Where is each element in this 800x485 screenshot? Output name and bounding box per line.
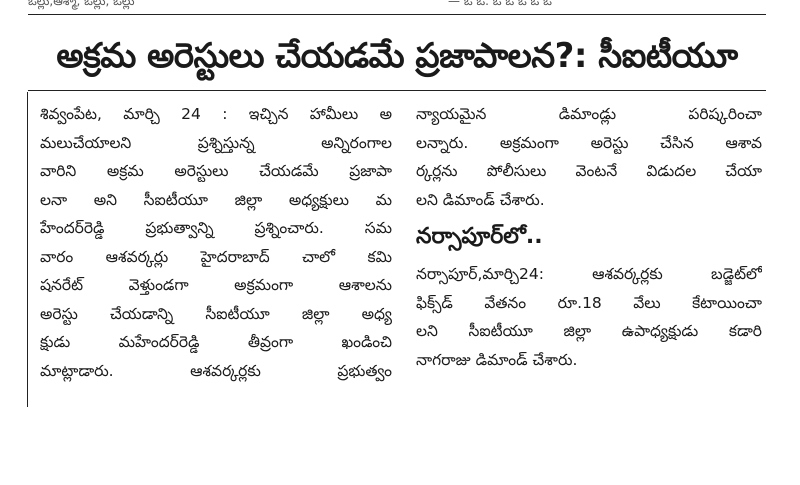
body-line: క్షుడు మహేందర్‌రెడ్డి తీవ్రంగా ఖండించి: [40, 333, 392, 351]
body-line: న్యాయమైన డిమాండ్లు పరిష్కరించా: [416, 105, 762, 123]
body-line: లని సీఐటీయూ జిల్లా ఉపాధ్యక్షుడు కడారి: [416, 322, 762, 340]
left-border-line: [27, 92, 28, 407]
left-column: [40, 100, 392, 418]
body-line: నర్సాపూర్,మార్చి24: ఆశవర్కర్లకు బడ్జెట్‌లో: [416, 265, 762, 283]
body-line: ర్కర్లను పోలీసులు వెంటనే విడుదల చేయా: [416, 162, 762, 180]
body-line: షనరేట్ వెళ్తుండగా అక్రమంగా ఆశాలను: [40, 276, 392, 294]
cropped-text-left: ఒల్లు,ఆశ్మా, ఒల్లు, ఒల్లు: [28, 0, 135, 8]
body-line: మలుచేయాలని ప్రశ్నిస్తున్న అన్నిరంగాల: [40, 133, 392, 152]
article-headline: అక్రమ అరెస్టులు చేయడమే ప్రజాపాలన?: సీఐటీయూ: [56, 36, 738, 76]
body-line: హేందర్‌రెడ్డి ప్రభుత్వాన్ని ప్రశ్నించారు. సమ: [40, 219, 392, 237]
top-rule: [28, 14, 766, 15]
body-line: శివ్వంపేట, మార్చి 24 : ఇచ్చిన హామీలు అ: [40, 105, 392, 123]
headline-rule: [28, 90, 766, 91]
body-line: వారిని అక్రమ అరెస్టులు చేయడమే ప్రజాపా: [40, 162, 392, 180]
body-line: అరెస్టు చేయడాన్ని సీఐటీయూ జిల్లా అధ్య: [40, 304, 392, 323]
section-subheading: నర్సాపూర్‌లో..: [416, 224, 543, 249]
body-line: లన్నారు. అక్రమంగా అరెస్టు చేసిన ఆశావ: [416, 133, 762, 152]
right-column: [416, 100, 762, 418]
body-line: మాట్లాడారు. ఆశవర్కర్లకు ప్రభుత్వం: [40, 361, 392, 380]
body-line: నాగరాజు డిమాండ్ చేశారు.: [416, 350, 578, 369]
body-line: వారం ఆశవర్కర్లు హైదరాబాద్ చాలో కమి: [40, 247, 392, 266]
body-line: ఫిక్స్‌డ్ వేతనం రూ.18 వేలు కేటాయించా: [416, 293, 762, 312]
body-line: లని డిమాండ్ చేశారు.: [416, 190, 545, 209]
cropped-previous-article-strip: [28, 0, 768, 10]
cropped-text-right: — ఒ ఒ. ఒ ఒ ఒ ఒ ఒ: [448, 0, 552, 8]
body-line: లనా అని సీఐటీయూ జిల్లా అధ్యక్షులు మ: [40, 190, 392, 209]
